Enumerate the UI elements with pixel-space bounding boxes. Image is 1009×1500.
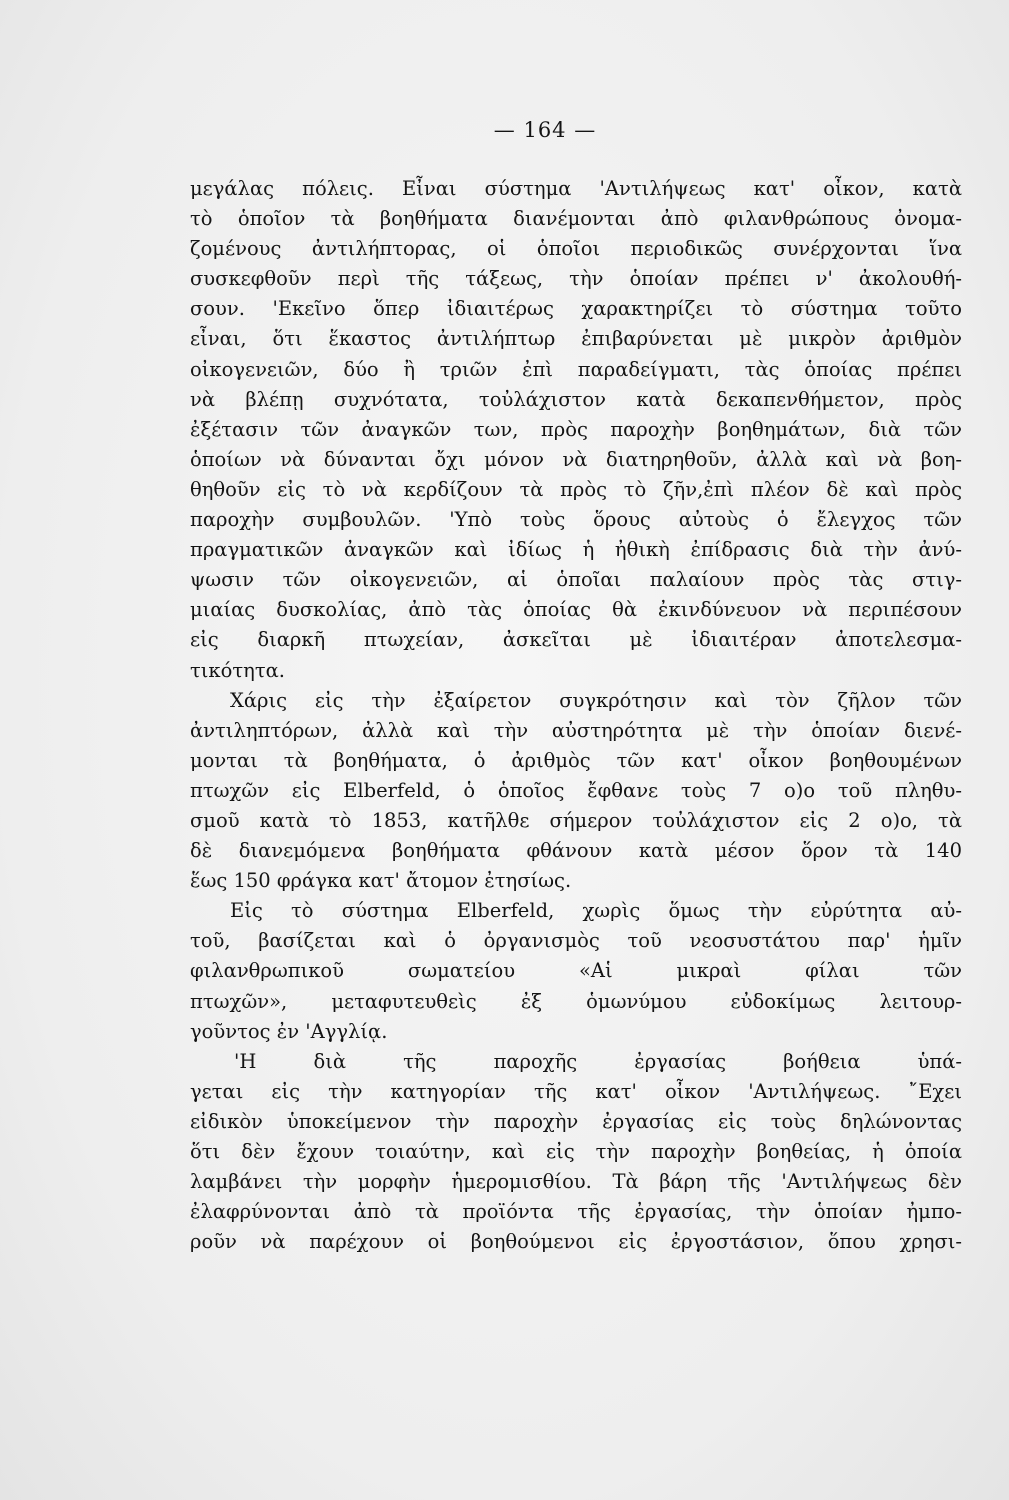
text-line: νὰ βλέπῃ συχνότατα, τοὐλάχιστον κατὰ δεκαπενθήμετον, πρὸς: [190, 387, 962, 411]
text-line: συσκεφθοῦν περὶ τῆς τάξεως, τὴν ὁποίαν πρέπει ν' ἀκολουθή-: [190, 267, 962, 291]
text-line: τοῦ, βασίζεται καὶ ὁ ὀργανισμὸς τοῦ νεοσυστάτου παρ' ἡμῖν: [190, 929, 962, 953]
text-line: γεται εἰς τὴν κατηγορίαν τῆς κατ' οἶκον 'Αντιλήψεως. ῎Εχει: [190, 1079, 962, 1103]
text-line: πραγματικῶν ἀναγκῶν καὶ ἰδίως ἡ ἠθικὴ ἐπίδρασις διὰ τὴν ἀνύ-: [190, 538, 962, 562]
text-line: ἐξέτασιν τῶν ἀναγκῶν των, πρὸς παροχὴν βοηθημάτων, διὰ τῶν: [190, 417, 962, 441]
text-line: σουν. 'Εκεῖνο ὅπερ ἰδιαιτέρως χαρακτηρίζει τὸ σύστημα τοῦτο: [190, 297, 962, 321]
text-line: ἕως 150 φράγκα κατ' ἄτομον ἐτησίως.: [190, 869, 572, 893]
text-line: λαμβάνει τὴν μορφὴν ἡμερομισθίου. Τὰ βάρη τῆς 'Αντιλήψεως δὲν: [190, 1170, 962, 1194]
paragraph-3: [190, 896, 962, 1046]
text-line: τικότητα.: [190, 658, 285, 682]
text-line: ἀντιληπτόρων, ἀλλὰ καὶ τὴν αὐστηρότητα μὲ τὴν ὁποίαν διενέ-: [190, 718, 962, 742]
text-line: εἰδικὸν ὑποκείμενον τὴν παροχὴν ἐργασίας εἰς τοὺς δηλώνοντας: [190, 1109, 962, 1133]
text-line: μεγάλας πόλεις. Εἶναι σύστημα 'Αντιλήψεως κατ' οἶκον, κατὰ: [190, 177, 962, 200]
text-line: οἰκογενειῶν, δύο ἢ τριῶν ἐπὶ παραδείγματι, τὰς ὁποίας πρέπει: [190, 357, 962, 381]
text-line: εἶναι, ὅτι ἕκαστος ἀντιλήπτωρ ἐπιβαρύνεται μὲ μικρὸν ἀριθμὸν: [190, 327, 962, 351]
body-text: [190, 174, 962, 1257]
text-line: μονται τὰ βοηθήματα, ὁ ἀριθμὸς τῶν κατ' οἶκον βοηθουμένων: [190, 748, 962, 772]
text-line: τὸ ὁποῖον τὰ βοηθήματα διανέμονται ἀπὸ φιλανθρώπους ὀνομα-: [190, 207, 962, 231]
paragraph-1: [190, 174, 962, 686]
text-line: ἐλαφρύνονται ἀπὸ τὰ προϊόντα τῆς ἐργασίας, τὴν ὁποίαν ἠμπο-: [190, 1200, 962, 1224]
text-line: δὲ διανεμόμενα βοηθήματα φθάνουν κατὰ μέσον ὅρον τὰ 140: [190, 839, 962, 863]
text-line: παροχὴν συμβουλῶν. 'Υπὸ τοὺς ὅρους αὐτοὺς ὁ ἔλεγχος τῶν: [190, 508, 962, 532]
paragraph-4: [190, 1047, 962, 1258]
text-line: γοῦντος ἐν 'Αγγλίᾳ.: [190, 1019, 388, 1043]
text-line: θηθοῦν εἰς τὸ νὰ κερδίζουν τὰ πρὸς τὸ ζῆν,ἐπὶ πλέον δὲ καὶ πρὸς: [190, 477, 962, 501]
text-line: εἰς διαρκῆ πτωχείαν, ἀσκεῖται μὲ ἰδιαιτέραν ἀποτελεσμα-: [190, 628, 962, 652]
text-line: μιαίας δυσκολίας, ἀπὸ τὰς ὁποίας θὰ ἐκινδύνευον νὰ περιπέσουν: [190, 598, 962, 622]
text-line: ὁποίων νὰ δύνανται ὄχι μόνον νὰ διατηρηθοῦν, ἀλλὰ καὶ νὰ βοη-: [190, 447, 962, 471]
text-line: Χάρις εἰς τὴν ἐξαίρετον συγκρότησιν καὶ τὸν ζῆλον τῶν: [230, 688, 962, 712]
text-line: ροῦν νὰ παρέχουν οἱ βοηθούμενοι εἰς ἐργοστάσιον, ὅπου χρησι-: [190, 1230, 962, 1254]
text-line: 'Η διὰ τῆς παροχῆς ἐργασίας βοήθεια ὑπά-: [234, 1049, 962, 1073]
text-line: ζομένους ἀντιλήπτορας, οἱ ὁποῖοι περιοδικῶς συνέρχονται ἵνα: [190, 237, 962, 261]
text-line: Εἰς τὸ σύστημα Elberfeld, χωρὶς ὅμως τὴν εὐρύτητα αὐ-: [230, 899, 962, 923]
text-line: φιλανθρωπικοῦ σωματείου «Αἱ μικραὶ φίλαι τῶν: [190, 959, 962, 983]
text-line: ψωσιν τῶν οἰκογενειῶν, αἱ ὁποῖαι παλαίουν πρὸς τὰς στιγ-: [190, 568, 962, 592]
text-line: ὅτι δὲν ἔχουν τοιαύτην, καὶ εἰς τὴν παροχὴν βοηθείας, ἡ ὁποία: [190, 1140, 962, 1163]
text-line: πτωχῶν εἰς Elberfeld, ὁ ὁποῖος ἔφθανε τοὺς 7 ο)ο τοῦ πληθυ-: [190, 778, 962, 802]
page-number: — 164 —: [493, 118, 597, 142]
paragraph-2: [190, 686, 962, 897]
text-line: πτωχῶν», μεταφυτευθεὶς ἐξ ὁμωνύμου εὐδοκίμως λειτουρ-: [190, 989, 962, 1013]
text-line: σμοῦ κατὰ τὸ 1853, κατῆλθε σήμερον τοὐλάχιστον εἰς 2 ο)ο, τὰ: [190, 808, 962, 832]
